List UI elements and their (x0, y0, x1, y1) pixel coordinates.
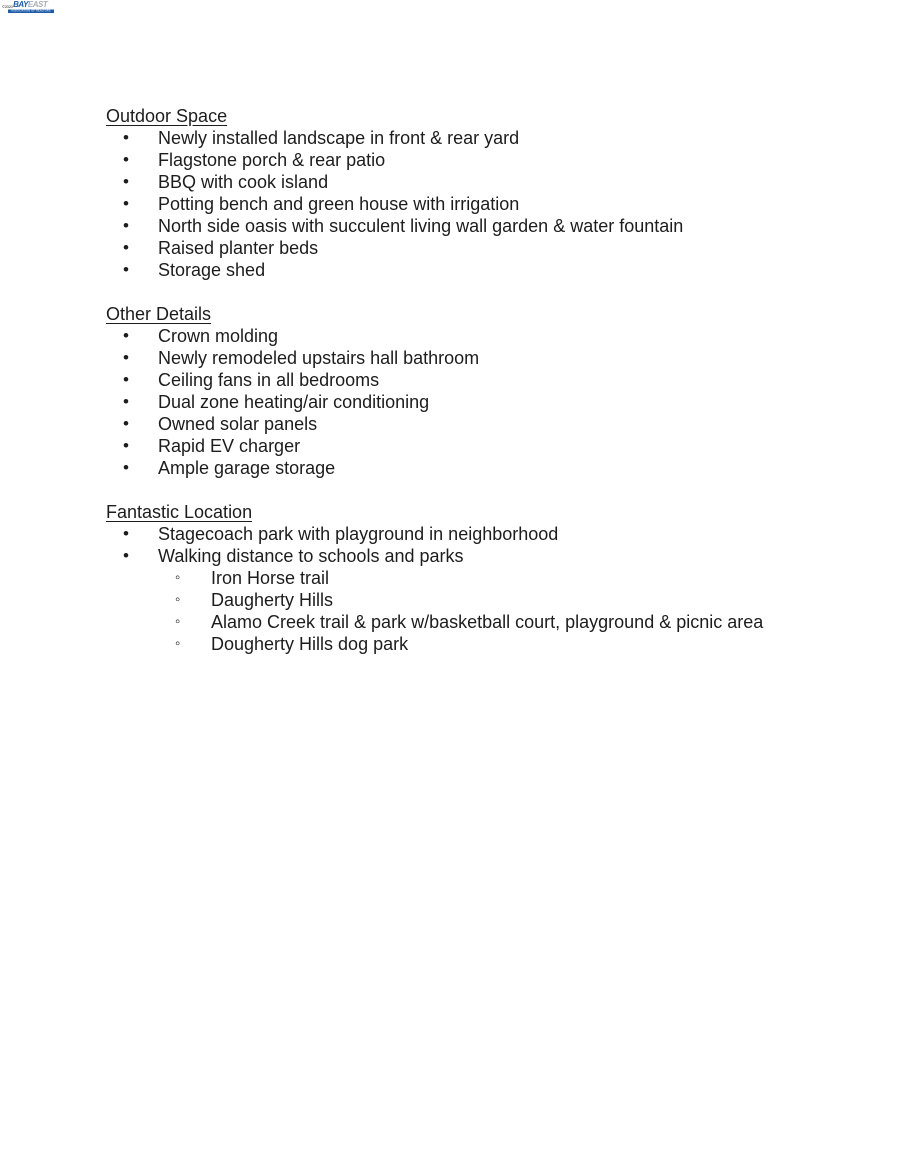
list-item (106, 369, 764, 391)
list-item (106, 259, 764, 281)
bullet-icon: • (123, 348, 129, 367)
list-item-text: Crown molding (158, 326, 279, 346)
sub-list-item (106, 589, 764, 611)
bayeast-logo (2, 1, 54, 13)
list-item-text: Potting bench and green house with irrigation (158, 194, 520, 214)
list-item-text: Newly installed landscape in front & rear yard (158, 128, 520, 148)
bullet-icon: • (123, 458, 129, 477)
list-item-text: BBQ with cook island (158, 172, 329, 192)
list-item (106, 215, 764, 237)
list-item-text: Newly remodeled upstairs hall bathroom (158, 348, 480, 368)
list-item (106, 193, 764, 215)
list-item (106, 325, 764, 347)
bullet-list (106, 127, 764, 281)
bullet-icon: • (123, 238, 129, 257)
list-item-text: Ceiling fans in all bedrooms (158, 370, 380, 390)
sub-list-item (106, 633, 764, 655)
bullet-icon: • (123, 370, 129, 389)
list-item (106, 413, 764, 435)
section-fantastic-location (106, 501, 764, 655)
list-item (106, 347, 764, 369)
list-item-text: Storage shed (158, 260, 266, 280)
list-item (106, 457, 764, 479)
list-item (106, 127, 764, 149)
list-item-text: Dual zone heating/air conditioning (158, 392, 430, 412)
bullet-icon: • (123, 172, 129, 191)
circle-bullet-icon: ◦ (175, 569, 181, 586)
section-other-details (106, 303, 764, 479)
bullet-icon: • (123, 128, 129, 147)
section-heading: Outdoor Space (106, 106, 228, 126)
bullet-icon: • (123, 414, 129, 433)
list-item (106, 391, 764, 413)
list-item (106, 435, 764, 457)
bayeast-logo-row (2, 1, 54, 9)
logo-east-text: EAST (27, 0, 48, 9)
bullet-icon: • (123, 260, 129, 279)
section-heading: Fantastic Location (106, 502, 253, 522)
list-item-text: Stagecoach park with playground in neighborhood (158, 524, 559, 544)
logo-tagline-text: ASSOCIATION OF REALTORS (8, 10, 54, 14)
section-heading: Other Details (106, 304, 212, 324)
list-item (106, 171, 764, 193)
sub-list-item-text: Dougherty Hills dog park (211, 634, 409, 654)
bullet-icon: • (123, 524, 129, 543)
list-item-text: Ample garage storage (158, 458, 336, 478)
bullet-icon: • (123, 436, 129, 455)
bullet-list (106, 325, 764, 479)
sub-list-item-text: Alamo Creek trail & park w/basketball court, playground & picnic area (211, 612, 764, 632)
logo-bay-text: BAY (13, 0, 28, 9)
feature-sections (106, 105, 764, 655)
document-body (106, 105, 764, 677)
list-item (106, 149, 764, 171)
bullet-icon: • (123, 216, 129, 235)
bullet-list (106, 523, 764, 655)
bullet-icon: • (123, 546, 129, 565)
bullet-icon: • (123, 392, 129, 411)
list-item-text: Rapid EV charger (158, 436, 301, 456)
list-item-text: North side oasis with succulent living wall garden & water fountain (158, 216, 684, 236)
sub-list-item-text: Iron Horse trail (211, 568, 330, 588)
bullet-icon: • (123, 326, 129, 345)
sub-list-item (106, 611, 764, 633)
circle-bullet-icon: ◦ (175, 635, 181, 652)
list-item (106, 237, 764, 259)
list-item (106, 545, 764, 567)
bullet-icon: • (123, 194, 129, 213)
sub-list-item (106, 567, 764, 589)
list-item-text: Owned solar panels (158, 414, 318, 434)
list-item-text: Raised planter beds (158, 238, 319, 258)
circle-bullet-icon: ◦ (175, 613, 181, 630)
section-outdoor-space (106, 105, 764, 281)
logo-copyright-text: ©2020 (2, 4, 13, 9)
bullet-icon: • (123, 150, 129, 169)
sub-list-item-text: Daugherty Hills (211, 590, 334, 610)
list-item-text: Flagstone porch & rear patio (158, 150, 386, 170)
list-item (106, 523, 764, 545)
list-item-text: Walking distance to schools and parks (158, 546, 464, 566)
circle-bullet-icon: ◦ (175, 591, 181, 608)
